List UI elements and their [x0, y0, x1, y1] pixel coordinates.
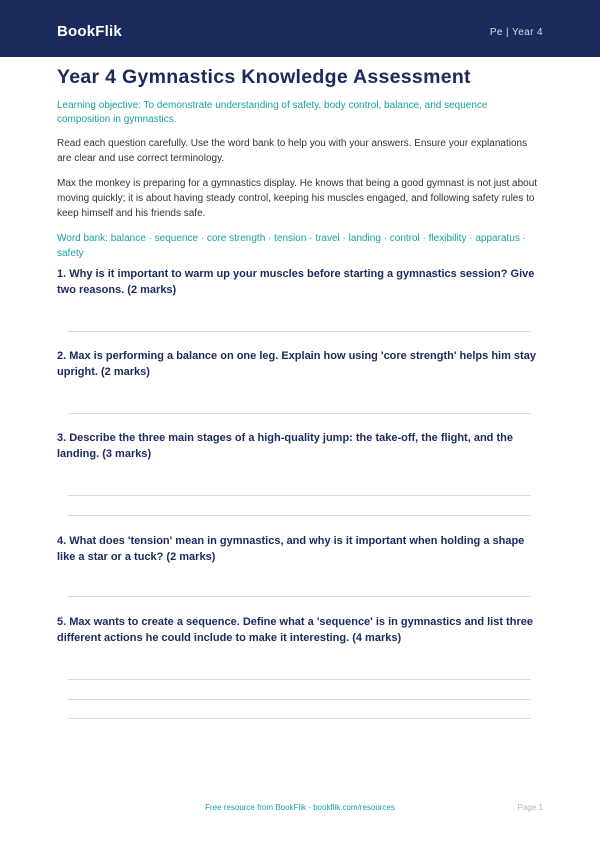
page-header [0, 0, 600, 57]
question-2 [57, 349, 543, 380]
answer-line[interactable] [68, 718, 531, 719]
page-footer [0, 803, 600, 817]
learning-objective: Learning objective: To demonstrate understanding of safety, body control, balance, and sequence composition in gymnastics. [57, 100, 488, 125]
answer-line[interactable] [68, 679, 531, 680]
answer-line[interactable] [68, 515, 531, 516]
question-4-text: 4. What does 'tension' mean in gymnastics, and why is it important when holding a shape like a star or a tuck? (2 marks) [57, 535, 525, 563]
worksheet-content [57, 66, 543, 261]
answer-line[interactable] [68, 699, 531, 700]
scenario-text: Max the monkey is preparing for a gymnastics display. He knows that being a good gymnast is not just about moving quickly; it is about having steady control, keeping his muscles engaged, and following safety rules to keep himself and his friends safe. [57, 178, 538, 219]
question-3 [57, 431, 543, 462]
answer-line[interactable] [68, 495, 531, 496]
word-bank: Word bank: balance · sequence · core strength · tension · travel · landing · control · flexibility · apparatus · safety [57, 233, 526, 259]
instructions-text: Read each question carefully. Use the word bank to help you with your answers. Ensure your explanations are clear and use correct terminology. [57, 138, 528, 164]
question-1-text: 1. Why is it important to warm up your muscles before starting a gymnastics session? Give two reasons. (2 marks) [57, 268, 535, 296]
answer-line[interactable] [68, 596, 531, 597]
subject-year-label: Pe | Year 4 [489, 27, 543, 38]
brand-logo: BookFlik [57, 23, 122, 40]
page-title: Year 4 Gymnastics Knowledge Assessment [57, 66, 471, 88]
page-number: Page 1 [517, 803, 543, 812]
question-1 [57, 267, 543, 298]
question-3-text: 3. Describe the three main stages of a high-quality jump: the take-off, the flight, and the landing. (3 marks) [57, 432, 513, 460]
question-5-text: 5. Max wants to create a sequence. Define what a 'sequence' is in gymnastics and list three different actions he could include to make it interesting. (4 marks) [57, 616, 533, 644]
answer-line[interactable] [68, 331, 531, 332]
footer-resource-link[interactable]: Free resource from BookFlik · bookflik.com/resources [205, 803, 395, 812]
answer-line[interactable] [68, 413, 531, 414]
question-4 [57, 534, 543, 565]
question-2-text: 2. Max is performing a balance on one leg. Explain how using 'core strength' helps him stay upright. (2 marks) [57, 350, 536, 378]
question-5 [57, 615, 543, 646]
